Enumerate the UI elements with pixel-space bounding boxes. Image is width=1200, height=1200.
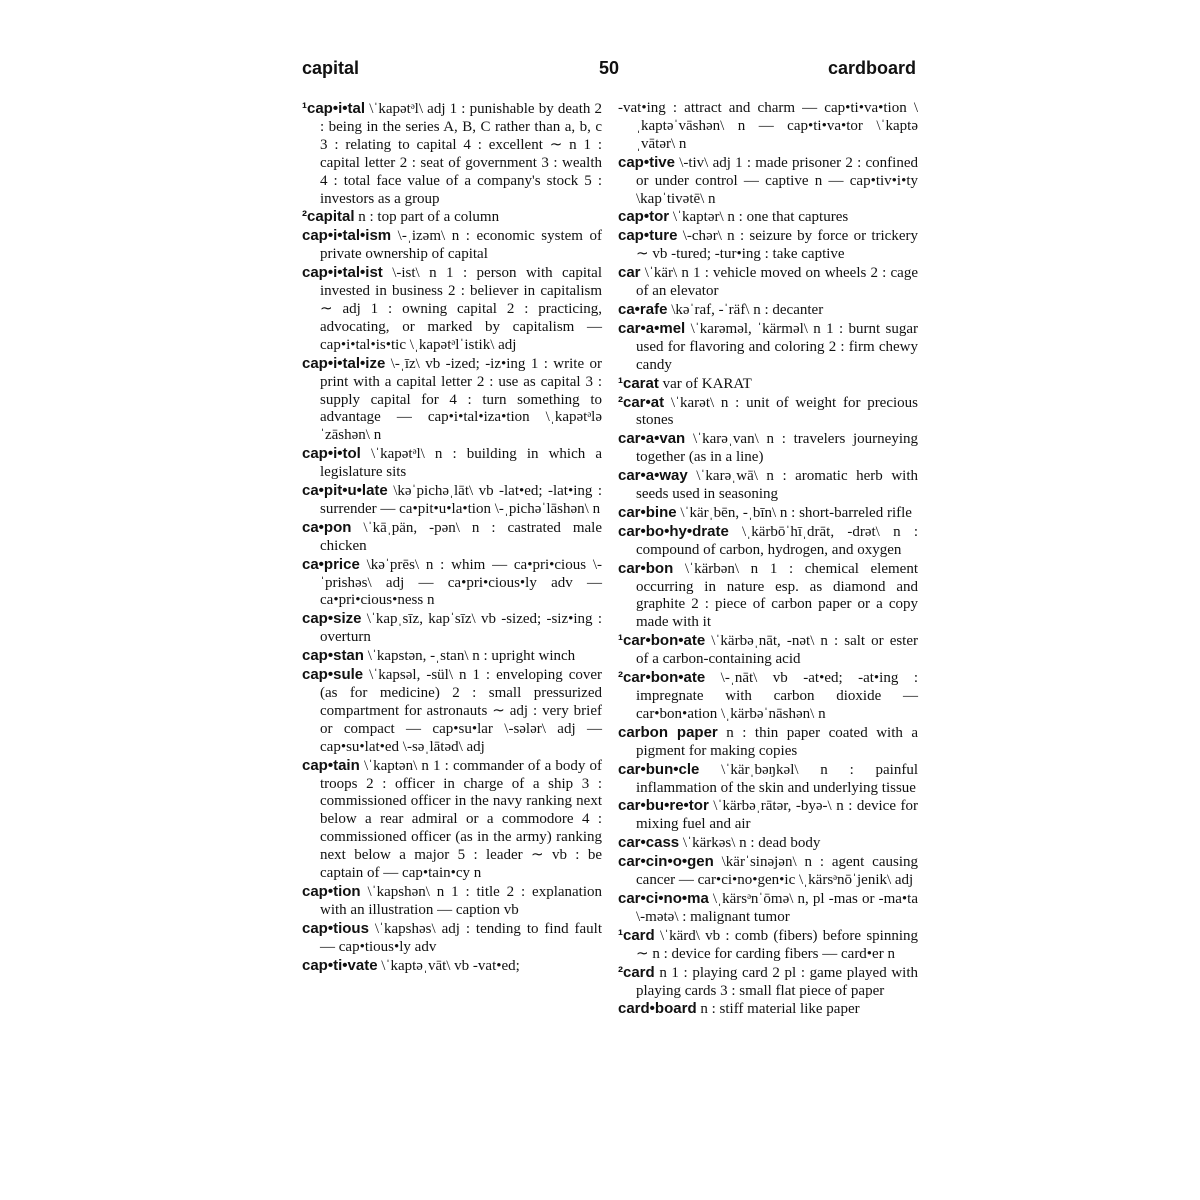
- dictionary-entry: [302, 610, 602, 647]
- dictionary-entry: [618, 890, 918, 927]
- dictionary-entry: [302, 100, 602, 208]
- entry-definition: \ˈkärbən\ n 1 : chemical element occurring in nature esp. as diamond and graphite 2 : piece of carbon paper or a copy made with it: [636, 560, 919, 631]
- entry-headword: ca•pon: [302, 518, 352, 536]
- entry-definition: \ˈkaptər\ n : one that captures: [672, 209, 849, 226]
- dictionary-entry: [618, 375, 918, 394]
- entry-headword: ¹card: [618, 926, 655, 944]
- entry-headword: cap•i•tal•ize: [302, 354, 386, 372]
- entry-headword: cap•ti•vate: [302, 956, 378, 974]
- right-guide-word: cardboard: [827, 58, 916, 78]
- entry-definition: \ˈkapsəl, -sül\ n 1 : enveloping cover (as for medicine) 2 : small pressurized compartment for astronauts ∼ adj : very brief or compact — cap•su•lar \-sələr\ adj — cap•su•lat•ed \-səˌlātəd\ adj: [320, 667, 603, 755]
- entry-definition: \-tiv\ adj 1 : made prisoner 2 : confined or under control — captive n — cap•tiv•i•ty \kapˈtivətē\ n: [636, 154, 918, 207]
- dictionary-entry: [618, 964, 918, 1001]
- entry-definition: \ˈkaptən\ n 1 : commander of a body of troops 2 : officer in charge of a ship 3 : commissioned officer in the navy ranking next below a rear admiral or a commodore 4 : commissioned officer (as in the army) ranking next below a major 5 : leader ∼ vb : be captain of — cap•tain•cy n: [320, 757, 603, 882]
- entry-definition: \ˈkärd\ vb : comb (fibers) before spinning ∼ n : device for carding fibers — card•er n: [636, 927, 918, 962]
- entry-headword: car•a•mel: [618, 319, 686, 337]
- dictionary-entry: [618, 761, 918, 798]
- dictionary-entry: [618, 301, 918, 320]
- entry-definition: \ˈkärbəˌnāt, -nət\ n : salt or ester of a carbon-containing acid: [636, 633, 919, 668]
- page-number: 50: [598, 58, 620, 78]
- dictionary-entry: [302, 957, 602, 976]
- dictionary-entry: [618, 320, 918, 375]
- dictionary-entry: [618, 927, 918, 964]
- entry-definition: \-ˌīz\ vb -ized; -iz•ing 1 : write or print with a capital letter 2 : use as capital 3 : supply capital for 4 : turn something to advantage — cap•i•tal•iza•tion \ˌkapətᵊləˈzāshən\ n: [320, 355, 602, 444]
- entry-definition: \kəˈprēs\ n : whim — ca•pri•cious \-ˈprishəs\ adj — ca•pri•cious•ly adv — ca•pri•cious•ness n: [320, 556, 602, 609]
- dictionary-entry: [302, 556, 602, 611]
- entry-definition: n : stiff material like paper: [700, 1001, 860, 1018]
- entry-definition: -vat•ing : attract and charm — cap•ti•va•tion \ˌkaptəˈvāshən\ n — cap•ti•va•tor \ˈkaptəˌvātər\ n: [618, 100, 918, 152]
- entry-definition: \ˈkarət\ n : unit of weight for precious stones: [636, 394, 919, 429]
- entry-definition: \kärˈsinəjən\ n : agent causing cancer — car•ci•no•gen•ic \ˌkärsᵊnōˈjenik\ adj: [636, 854, 918, 889]
- dictionary-page: [296, 56, 920, 1136]
- entry-definition: var of KARAT: [662, 375, 752, 392]
- dictionary-entry: [302, 264, 602, 355]
- entry-headword: ²car•at: [618, 393, 665, 411]
- entry-headword: ²capital: [302, 208, 355, 226]
- entry-headword: ²car•bon•ate: [618, 669, 706, 687]
- page-header: [302, 58, 916, 86]
- dictionary-entry: [302, 920, 602, 957]
- dictionary-entry: [618, 560, 918, 633]
- dictionary-entry: [302, 666, 602, 757]
- entry-headword: car•bo•hy•drate: [618, 522, 729, 540]
- entry-headword: car•bine: [618, 503, 677, 521]
- dictionary-entry: [618, 669, 918, 724]
- entry-headword: cap•tor: [618, 208, 670, 226]
- entry-definition: \ˈkarəˌwā\ n : aromatic herb with seeds used in seasoning: [636, 468, 918, 503]
- entry-definition: \ˌkärsᵊnˈōmə\ n, pl -mas or -ma•ta \-mətə\ : malignant tumor: [636, 890, 918, 925]
- entry-headword: cap•i•tol: [302, 445, 361, 463]
- entry-definition: \ˈkaptəˌvāt\ vb -vat•ed;: [381, 957, 520, 974]
- entry-headword: ¹cap•i•tal: [302, 100, 366, 117]
- entry-headword: ca•price: [302, 555, 360, 573]
- entry-headword: cap•tive: [618, 153, 675, 171]
- entry-headword: cap•tious: [302, 919, 369, 937]
- entry-definition: \ˈkapətᵊl\ adj 1 : punishable by death 2 : being in the series A, B, C rather than a, b, c 3 : relating to capital 4 : excellent ∼ n 1 : capital letter 2 : seat of government 3 : wealth 4 : total face value of a company's stock 5 : investors as a group: [320, 101, 603, 207]
- entry-headword: card•board: [618, 1000, 697, 1018]
- entry-headword: car•a•van: [618, 430, 686, 448]
- entry-headword: car: [618, 264, 641, 282]
- entry-headword: carbon paper: [618, 723, 718, 741]
- dictionary-entry: [302, 482, 602, 519]
- entry-definition: \ˈkapstən, -ˌstan\ n : upright winch: [367, 648, 576, 665]
- entry-headword: ¹car•bon•ate: [618, 632, 706, 650]
- dictionary-entry: [618, 264, 918, 301]
- entry-definition: \kəˈpichəˌlāt\ vb -lat•ed; -lat•ing : surrender — ca•pit•u•la•tion \-ˌpichəˈlāshən\ n: [320, 483, 602, 517]
- entry-definition: n : top part of a column: [358, 209, 500, 226]
- entry-definition: \ˈkapˌsīz, kapˈsīz\ vb -sized; -siz•ing : overturn: [320, 611, 602, 646]
- dictionary-entry: [618, 504, 918, 523]
- dictionary-entry: [302, 355, 602, 446]
- dictionary-entry: [618, 834, 918, 853]
- entry-definition: \-ˌizəm\ n : economic system of private ownership of capital: [320, 228, 602, 263]
- entry-headword: car•a•way: [618, 467, 688, 485]
- entry-definition: \ˈkāˌpän, -pən\ n : castrated male chicken: [320, 519, 602, 554]
- entry-definition: \ˈkapshəs\ adj : tending to find fault — cap•tious•ly adv: [320, 920, 603, 955]
- dictionary-entry: [302, 519, 602, 556]
- entry-headword: cap•size: [302, 610, 362, 628]
- entry-definition: \ˈkärbəˌrātər, -byə-\ n : device for mixing fuel and air: [636, 798, 918, 833]
- dictionary-entry: [302, 208, 602, 227]
- entry-definition: \ˈkapshən\ n 1 : title 2 : explanation with an illustration — caption vb: [320, 883, 603, 918]
- entry-definition: \ˈkarəˌvan\ n : travelers journeying together (as in a line): [636, 431, 919, 466]
- dictionary-entry: [302, 227, 602, 264]
- entry-definition: \kəˈraf, -ˈräf\ n : decanter: [671, 301, 824, 318]
- dictionary-entry: [302, 883, 602, 920]
- dictionary-entry: [618, 724, 918, 761]
- dictionary-entry: [302, 445, 602, 482]
- entry-headword: cap•ture: [618, 227, 678, 245]
- entry-headword: car•bu•re•tor: [618, 797, 709, 815]
- left-column: [302, 100, 602, 976]
- dictionary-entry: [618, 797, 918, 834]
- entry-definition: \-ˌnāt\ vb -at•ed; -at•ing : impregnate with carbon dioxide — car•bon•ation \ˌkärbəˈnāshən\ n: [636, 670, 918, 722]
- dictionary-entry: [302, 757, 602, 883]
- dictionary-entry: [618, 523, 918, 560]
- dictionary-entry: [618, 467, 918, 504]
- dictionary-entry: [618, 100, 918, 154]
- entry-headword: cap•stan: [302, 647, 364, 665]
- entry-definition: \-chər\ n : seizure by force or trickery ∼ vb -tured; -tur•ing : take captive: [636, 228, 918, 263]
- entry-definition: n : thin paper coated with a pigment for making copies: [636, 724, 919, 759]
- dictionary-entry: [618, 853, 918, 890]
- entry-headword: ca•rafe: [618, 300, 668, 318]
- entry-headword: cap•sule: [302, 666, 364, 684]
- dictionary-entry: [618, 154, 918, 209]
- entry-headword: ¹carat: [618, 374, 659, 392]
- entry-definition: \ˈkärˌbēn, -ˌbīn\ n : short-barreled rifle: [680, 504, 912, 521]
- dictionary-entry: [618, 430, 918, 467]
- entry-headword: cap•tion: [302, 882, 361, 900]
- entry-headword: cap•tain: [302, 756, 360, 774]
- dictionary-entry: [302, 647, 602, 666]
- entry-definition: \ˈkärˌbəŋkəl\ n : painful inflammation of the skin and underlying tissue: [636, 761, 919, 796]
- entry-definition: \ˈkärkəs\ n : dead body: [682, 835, 821, 852]
- entry-headword: ²card: [618, 963, 655, 981]
- entry-headword: ca•pit•u•late: [302, 482, 388, 500]
- entry-headword: car•bun•cle: [618, 760, 700, 778]
- entry-definition: \ˈkär\ n 1 : vehicle moved on wheels 2 : cage of an elevator: [636, 265, 918, 300]
- left-guide-word: capital: [302, 58, 360, 78]
- entry-headword: cap•i•tal•ist: [302, 264, 383, 282]
- entry-headword: cap•i•tal•ism: [302, 227, 392, 245]
- entry-definition: \-ist\ n 1 : person with capital invested in business 2 : believer in capitalism ∼ adj 1 : owning capital 2 : practicing, advocating, or marked by capitalism — cap•i•tal•is•tic \ˌkapətᵊlˈistik\ adj: [320, 265, 602, 353]
- entry-headword: car•cin•o•gen: [618, 853, 714, 871]
- entry-definition: \ˈkarəməl, ˈkärməl\ n 1 : burnt sugar used for flavoring and coloring 2 : firm chewy candy: [636, 320, 918, 373]
- dictionary-entry: [618, 208, 918, 227]
- entry-definition: n 1 : playing card 2 pl : game played with playing cards 3 : small flat piece of paper: [636, 964, 918, 999]
- dictionary-entry: [618, 1000, 918, 1019]
- dictionary-entry: [618, 394, 918, 431]
- dictionary-entry: [618, 227, 918, 264]
- dictionary-entry: [618, 632, 918, 669]
- entry-headword: car•bon: [618, 559, 674, 577]
- entry-headword: car•ci•no•ma: [618, 889, 709, 907]
- entry-definition: \ˈkapətᵊl\ n : building in which a legislature sits: [320, 446, 603, 481]
- right-column: [618, 100, 918, 1019]
- entry-headword: car•cass: [618, 834, 680, 852]
- entry-definition: \ˌkärbōˈhīˌdrāt, -drət\ n : compound of carbon, hydrogen, and oxygen: [636, 523, 918, 558]
